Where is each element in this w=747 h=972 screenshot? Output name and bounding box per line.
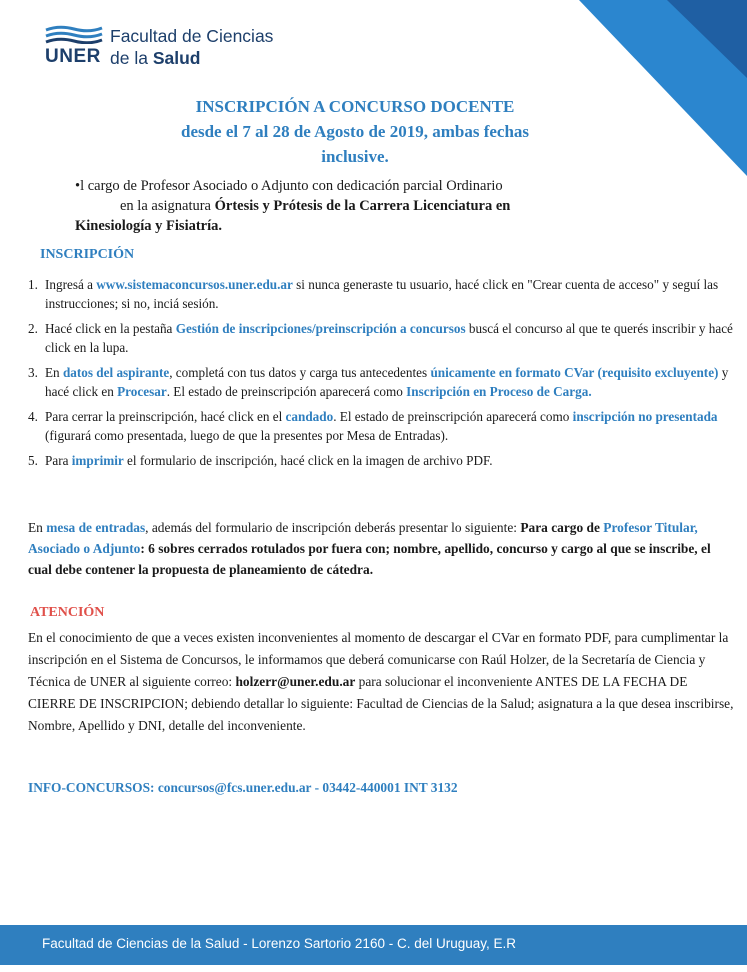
page-title	[150, 94, 560, 169]
corner-decoration	[567, 0, 747, 176]
logo-line-2: de la Salud	[110, 48, 201, 68]
footer-bar	[0, 925, 747, 965]
logo-line-1: Facultad de Ciencias	[110, 26, 274, 46]
faculty-logo	[44, 24, 274, 68]
footer-address: Facultad de Ciencias de la Salud - Lorenzo Sartorio 2160 - C. del Uruguay, E.R	[42, 936, 517, 951]
logo-waves-icon	[44, 24, 104, 44]
title-line-2: desde el 7 al 28 de Agosto de 2019, ambas fechas	[180, 122, 530, 141]
title-line-3: inclusive.	[321, 147, 389, 166]
step-item: 5. Para imprimir el formulario de inscripción, hacé click en la imagen de archivo PDF.	[28, 453, 493, 468]
position-description: •l cargo de Profesor Asociado o Adjunto con dedicación parcial Ordinario en la asignatura Órtesis y Prótesis de la Carrera Licenciatura en Kinesiología y Fisiatría.	[75, 178, 511, 234]
atencion-heading: ATENCIÓN	[30, 605, 105, 620]
logo-abbreviation: UNER	[45, 46, 101, 67]
step-item: 1. Ingresá a www.sistemaconcursos.uner.edu.ar si nunca generaste tu usuario, hacé click en "Crear cuenta de acceso" y seguí las instrucciones; si no, inciá sesión.	[28, 277, 719, 311]
sistema-concursos-link[interactable]: www.sistemaconcursos.uner.edu.ar	[96, 277, 293, 292]
inscription-steps	[28, 275, 733, 476]
step-item: 4. Para cerrar la preinscripción, hacé click en el candado. El estado de preinscripción aparecerá como inscripción no presentada (figurará como presentada, luego de que la presentes por Mesa de Entradas).	[28, 409, 718, 443]
step-item: 3. En datos del aspirante, completá con tus datos y carga tus antecedentes únicamente en formato CVar (requisito excluyente) y hacé click en Procesar. El estado de preinscripción aparecerá como Inscripción en Proceso de Carga.	[28, 365, 729, 399]
step-item: 2. Hacé click en la pestaña Gestión de inscripciones/preinscripción a concursos buscá el concurso al que te querés inscribir y hacé click en la lupa.	[28, 321, 733, 355]
mesa-de-entradas-paragraph: En mesa de entradas, además del formulario de inscripción deberás presentar lo siguiente: Para cargo de Profesor Titular, Asociado o Adjunto: 6 sobres cerrados rotulados por fuera con; nombre, apellido, concurso y cargo al que se inscribe, el cual debe contener la propuesta de planeamiento de cátedra.	[28, 520, 711, 577]
info-concursos-contact: INFO-CONCURSOS: concursos@fcs.uner.edu.ar - 03442-440001 INT 3132	[28, 780, 458, 795]
inscripcion-heading: INSCRIPCIÓN	[40, 247, 135, 262]
atencion-paragraph: En el conocimiento de que a veces existen inconvenientes al momento de descargar el CVar en formato PDF, para cumplimentar la inscripción en el Sistema de Concursos, le informamos que deberá comunicarse con Raúl Holzer, de la Secretaría de Ciencia y Técnica de UNER al siguiente correo: holzerr@uner.edu.ar para solucionar el inconveniente ANTES DE LA FECHA DE CIERRE DE INSCRIPCION; debiendo detallar lo siguiente: Facultad de Ciencias de la Salud; asignatura a la que desea inscribirse, Nombre, Apellido y DNI, detalle del inconveniente.	[28, 630, 734, 733]
contact-email-link[interactable]: holzerr@uner.edu.ar	[235, 674, 356, 689]
title-line-1: INSCRIPCIÓN A CONCURSO DOCENTE	[195, 97, 515, 116]
bullet-marker: •	[75, 178, 81, 194]
